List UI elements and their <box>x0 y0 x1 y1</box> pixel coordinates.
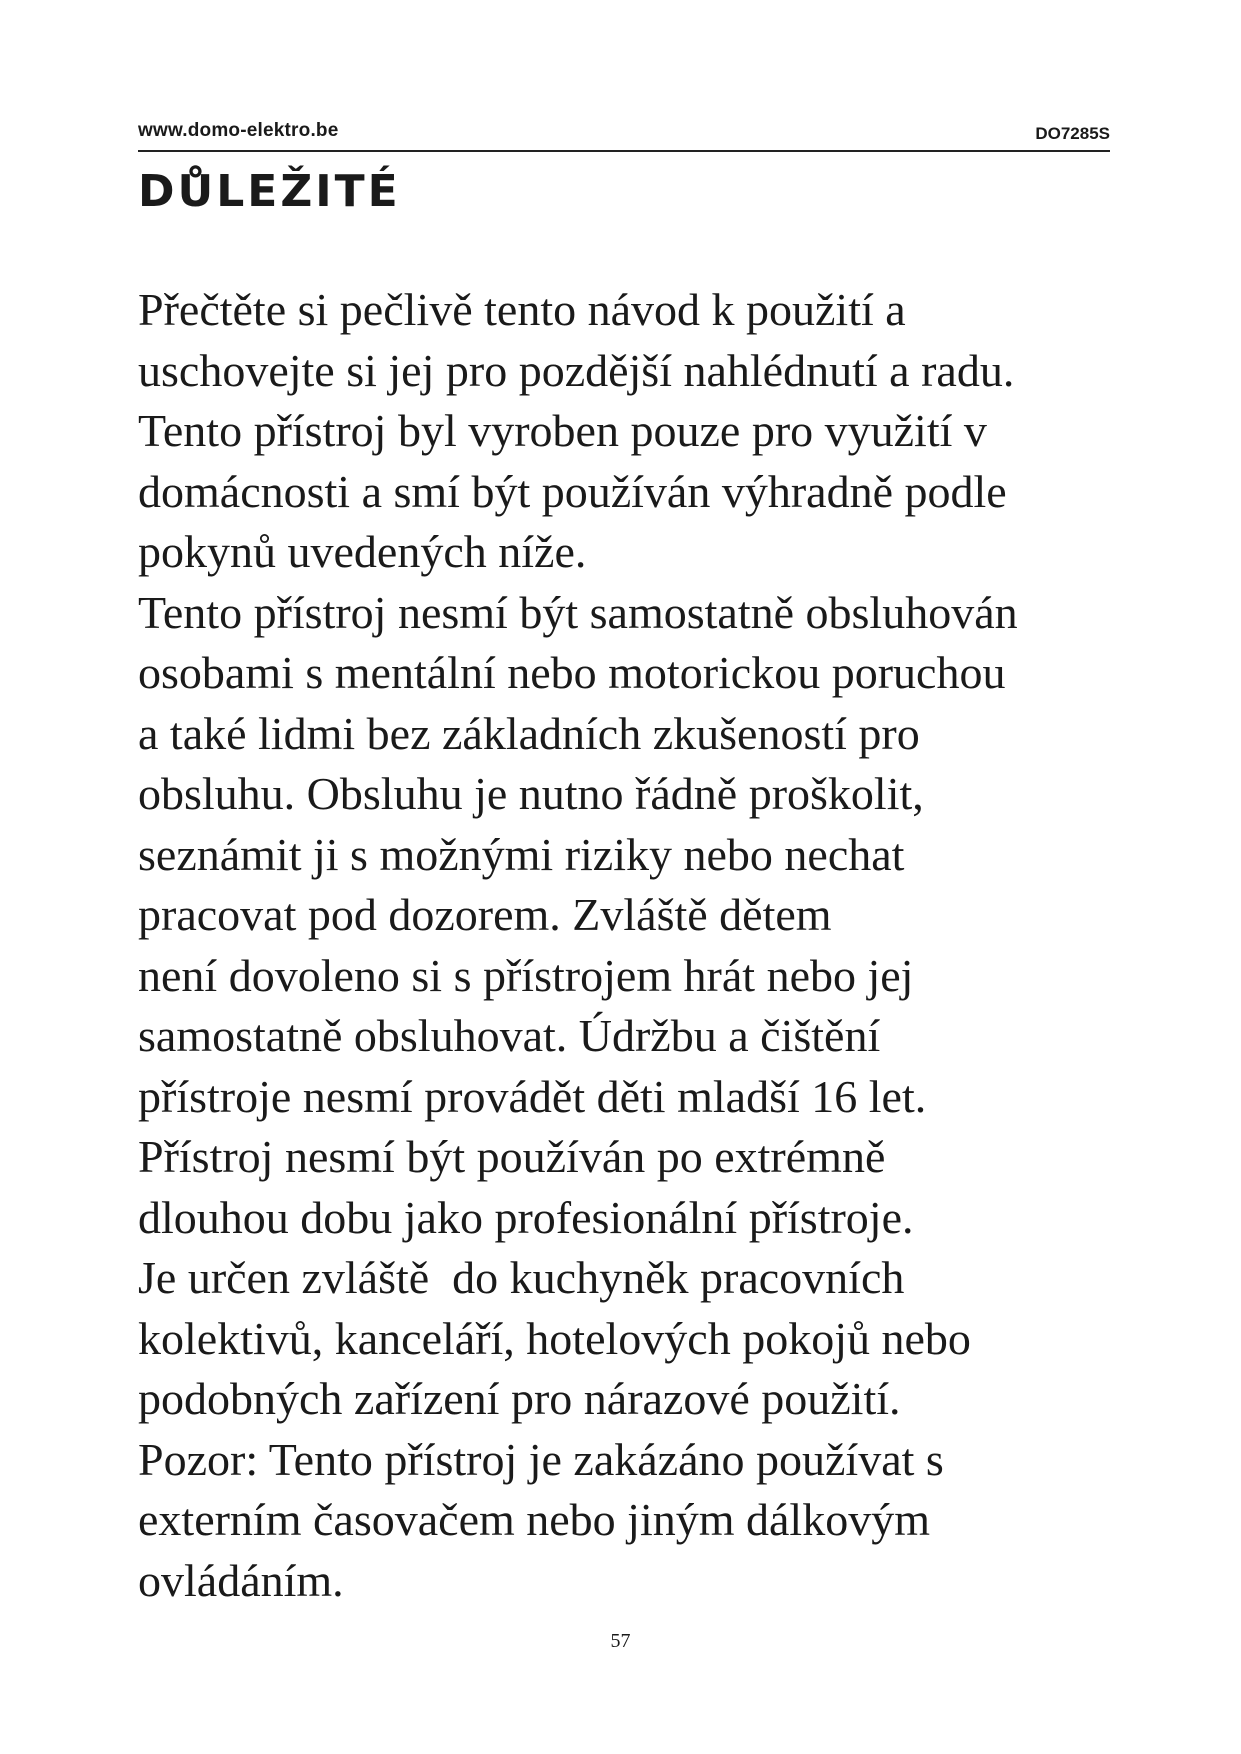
text-line: seznámit ji s možnými riziky nebo nechat <box>138 828 905 880</box>
text-line: Přístroj nesmí být používán po extrémně <box>138 1131 886 1182</box>
text-line: není dovoleno si s přístrojem hrát nebo jej <box>138 949 914 1001</box>
text-line: pokynů uvedených níže. <box>138 526 587 577</box>
text-line: dlouhou dobu jako profesionální přístroje. <box>138 1191 914 1243</box>
text-line: Pozor: Tento přístroj je zakázáno používat s <box>138 1433 944 1485</box>
text-line: Tento přístroj byl vyroben pouze pro využití v <box>138 405 987 456</box>
text-line: a také lidmi bez základních zkušeností pro <box>138 707 920 759</box>
instruction-text <box>138 280 1128 1611</box>
text-line: externím časovačem nebo jiným dálkovým <box>138 1494 930 1545</box>
text-line: Přečtěte si pečlivě tento návod k použití a <box>138 284 906 335</box>
text-line: přístroje nesmí provádět děti mladší 16 let. <box>138 1070 927 1122</box>
website-url: www.domo-elektro.be <box>138 120 339 141</box>
text-line: Je určen zvláště do kuchyněk pracovních <box>138 1252 905 1303</box>
text-line: uschovejte si jej pro pozdější nahlédnutí a radu. <box>138 344 1015 396</box>
text-line: kolektivů, kanceláří, hotelových pokojů nebo <box>138 1312 971 1364</box>
text-line: domácnosti a smí být používán výhradně podle <box>138 465 1007 517</box>
page-header <box>138 118 1110 152</box>
model-number: DO7285S <box>1035 124 1110 143</box>
text-line: Tento přístroj nesmí být samostatně obsluhován <box>138 586 1018 638</box>
text-line: samostatně obsluhovat. Údržbu a čištění <box>138 1010 881 1061</box>
section-title: DŮLEŽITÉ <box>138 166 401 217</box>
text-line: obsluhu. Obsluhu je nutno řádně proškolit, <box>138 768 924 819</box>
text-line: pracovat pod dozorem. Zvláště dětem <box>138 889 832 940</box>
text-line: osobami s mentální nebo motorickou poruchou <box>138 647 1006 698</box>
page-number: 57 <box>610 1630 631 1652</box>
text-line: ovládáním. <box>138 1554 344 1606</box>
text-line: podobných zařízení pro nárazové použití. <box>138 1373 901 1424</box>
